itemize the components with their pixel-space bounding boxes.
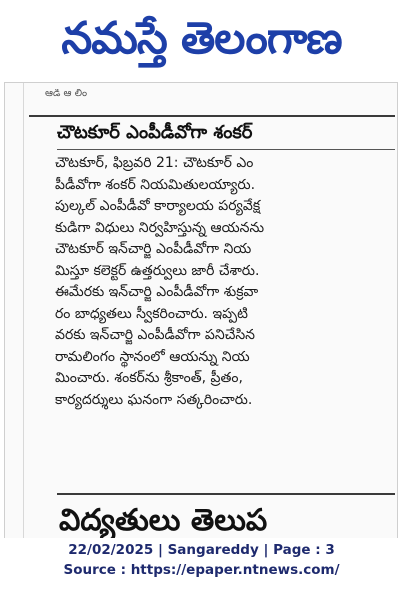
source-url: Source : https://epaper.ntnews.com/ (63, 562, 340, 578)
body-line: చౌటకూర్‌, ఫిబ్రవరి 21: చౌటకూర్‌ ఎం (55, 155, 254, 171)
cut-off-text-strip: ఆడి ఆ లిం (45, 89, 88, 99)
body-line: చౌటకూర్‌ ఇన్‌చార్జి ఎంపీడీవోగా నియ (55, 241, 252, 257)
body-line: పీడీవోగా శంకర్‌ నియమితులయ్యారు. (55, 176, 256, 193)
article-body (55, 153, 385, 411)
masthead (0, 0, 403, 78)
body-line: మించారు. శంకర్‌ను శ్రీకాంత్‌, ప్రీతం, (55, 370, 243, 386)
body-line: కార్యదర్శులు ఘనంగా సత్కరించారు. (55, 391, 253, 408)
date-edition-page: 22/02/2025 | Sangareddy | Page : 3 (68, 542, 335, 558)
body-line: ఈమేరకు ఇన్‌చార్జి ఎంపీడీవోగా శుక్రవా (55, 284, 259, 300)
body-line: పుల్కల్‌ ఎంపీడీవో కార్యాలయ పర్యవేక్ష (55, 198, 261, 214)
source-footer (0, 538, 403, 606)
article-headline: చౌటకూర్‌ ఎంపీడీవోగా శంకర్‌ (57, 122, 253, 143)
body-line: కుడిగా విధులు నిర్వహిస్తున్న ఆయనను (55, 219, 265, 236)
newspaper-clipping (4, 82, 398, 539)
next-article-rule (57, 493, 395, 495)
body-line: రామలింగం స్థానంలో ఆయన్ను నియ (55, 348, 250, 365)
article-top-rule (29, 115, 395, 117)
next-article-headline-partial: విద్యతులు తెలుప (59, 503, 268, 538)
body-line: వరకు ఇన్‌చార్జి ఎంపీడీవోగా పనిచేసిన (55, 327, 256, 343)
headline-rule (57, 149, 395, 150)
body-line: రం బాధ్యతలు స్వీకరించారు. ఇప్పటి (55, 305, 248, 322)
masthead-logo: నమస్తే తెలంగాణ (61, 13, 342, 64)
column-divider (23, 83, 24, 538)
body-line: మిస్తూ కలెక్టర్‌ ఉత్తర్వులు జారీ చేశారు. (55, 262, 260, 279)
